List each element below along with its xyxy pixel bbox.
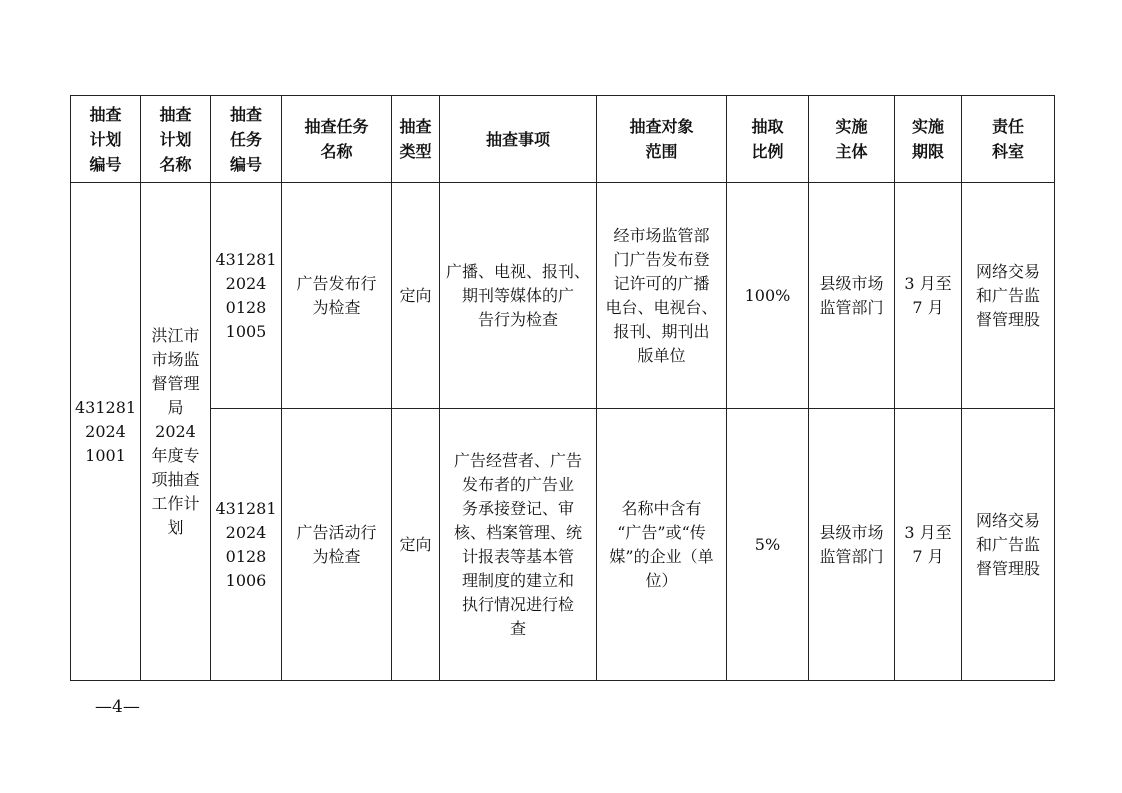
cell-line: 期刊等媒体的广 (461, 285, 574, 305)
cell-line: 抽查 (399, 117, 432, 136)
cell-line: 监管部门 (819, 546, 884, 566)
cell-line: 任务 (229, 129, 262, 149)
inspection-type-cell: 定向 (392, 183, 440, 409)
header-implementation-period (895, 96, 962, 183)
cell-line: 位） (645, 570, 678, 590)
cell-line: 网络交易 (975, 261, 1040, 281)
page-number: —4— (95, 697, 140, 717)
header-task-name (282, 96, 392, 183)
inspection-scope-cell (597, 409, 727, 681)
cell-line: 3 月至 (904, 522, 952, 542)
cell-line: 名称中含有 (621, 498, 702, 518)
inspection-plan-table (70, 95, 1055, 681)
cell-line: 抽查 (159, 104, 192, 124)
cell-line: 抽查对象 (629, 117, 694, 136)
cell-line: 实施 (911, 117, 944, 136)
header-inspection-scope (597, 96, 727, 183)
cell-line: 2024 (225, 273, 267, 293)
header-sampling-ratio (727, 96, 809, 183)
implementation-period-cell (895, 409, 962, 681)
cell-line: 经市场监管部 (613, 225, 710, 245)
cell-line: 项抽查 (151, 469, 200, 489)
cell-line: 核、档案管理、统 (453, 522, 582, 542)
implementing-subject-cell (809, 183, 895, 409)
responsible-department-cell (962, 409, 1055, 681)
cell-line: 编号 (89, 154, 122, 174)
cell-line: 广告经营者、广告 (453, 450, 582, 470)
cell-line: 抽查任务 (304, 117, 369, 136)
cell-line: 0128 (225, 297, 267, 317)
cell-line: 督管理股 (975, 558, 1040, 578)
task-number-cell (211, 183, 282, 409)
header-responsible-department (962, 96, 1055, 183)
task-name-cell (282, 409, 392, 681)
sampling-ratio-cell: 5% (727, 409, 809, 681)
cell-line: 督管理股 (975, 309, 1040, 329)
cell-line: 县级市场 (819, 273, 884, 293)
table-header-row (71, 96, 1055, 183)
cell-line: 抽取 (751, 117, 784, 136)
cell-line: 名称 (320, 142, 353, 161)
cell-line: 工作计 (151, 493, 200, 513)
inspection-scope-cell (597, 183, 727, 409)
plan-name-cell (141, 183, 211, 681)
cell-line: 比例 (751, 142, 784, 161)
cell-line: 督管理 (151, 373, 200, 393)
cell-line: 科室 (991, 142, 1024, 161)
cell-line: 范围 (645, 142, 678, 161)
cell-line: 431281 (215, 249, 277, 269)
cell-line: 洪江市 (151, 325, 200, 345)
header-inspection-items (440, 96, 597, 183)
cell-line: 和广告监 (975, 534, 1040, 554)
cell-line: 抽查 (229, 104, 262, 124)
cell-line: 计划 (159, 129, 192, 149)
cell-line: 3 月至 (904, 273, 952, 293)
cell-line: 局 2024 (155, 397, 196, 441)
inspection-items-cell (440, 183, 597, 409)
cell-line: 抽查事项 (485, 129, 550, 149)
table-row (71, 409, 1055, 681)
header-implementing-subject (809, 96, 895, 183)
cell-line: 编号 (229, 154, 262, 174)
cell-line: 431281 (215, 498, 277, 518)
implementing-subject-cell (809, 409, 895, 681)
cell-line: 媒”的企业（单 (609, 546, 714, 566)
cell-line: 版单位 (637, 345, 686, 365)
inspection-type-cell: 定向 (392, 409, 440, 681)
cell-line: 广告活动行 (296, 522, 377, 542)
cell-line: 理制度的建立和 (461, 570, 574, 590)
header-task-number (211, 96, 282, 183)
cell-line: 县级市场 (819, 522, 884, 542)
cell-line: 告行为检查 (477, 309, 558, 329)
cell-line: 网络交易 (975, 510, 1040, 530)
sampling-ratio-cell: 100% (727, 183, 809, 409)
cell-line: 1005 (225, 321, 267, 341)
cell-line: 7 月 (912, 297, 944, 317)
cell-line: 务承接登记、审 (461, 498, 574, 518)
task-number-cell (211, 409, 282, 681)
table-row (71, 183, 1055, 409)
cell-line: 广播、电视、报刊、 (445, 261, 590, 281)
header-plan-number (71, 96, 141, 183)
cell-line: 主体 (835, 142, 868, 161)
cell-line: 广告发布行 (296, 273, 377, 293)
task-name-cell (282, 183, 392, 409)
cell-line: 计报表等基本管 (461, 546, 574, 566)
cell-line: 监管部门 (819, 297, 884, 317)
responsible-department-cell (962, 183, 1055, 409)
cell-line: 431281 (75, 397, 137, 417)
cell-line: 年度专 (151, 445, 200, 465)
cell-line: 0128 (225, 546, 267, 566)
cell-line: 责任 (991, 117, 1024, 136)
cell-line: 记许可的广播 (613, 273, 710, 293)
cell-line: 类型 (399, 142, 432, 161)
cell-line: 电台、电视台、 (605, 297, 718, 317)
cell-line: 2024 (225, 522, 267, 542)
cell-line: 实施 (835, 117, 868, 136)
cell-line: 门广告发布登 (613, 249, 710, 269)
cell-line: 和广告监 (975, 285, 1040, 305)
plan-number-cell (71, 183, 141, 681)
cell-line: 1001 (85, 445, 126, 465)
cell-line: 查 (509, 618, 526, 638)
header-plan-name (141, 96, 211, 183)
cell-line: 抽查 (89, 104, 122, 124)
cell-line: 报刊、期刊出 (613, 321, 710, 341)
cell-line: 执行情况进行检 (461, 594, 574, 614)
cell-line: 2024 (85, 421, 126, 441)
cell-line: 为检查 (312, 546, 361, 566)
header-inspection-type (392, 96, 440, 183)
cell-line: 1006 (225, 570, 267, 590)
cell-line: 发布者的广告业 (461, 474, 574, 494)
cell-line: 名称 (159, 154, 192, 174)
cell-line: “广告”或“传 (617, 522, 706, 542)
cell-line: 市场监 (151, 349, 200, 369)
cell-line: 期限 (911, 142, 944, 161)
inspection-items-cell (440, 409, 597, 681)
cell-line: 划 (167, 517, 184, 537)
implementation-period-cell (895, 183, 962, 409)
cell-line: 为检查 (312, 297, 361, 317)
cell-line: 7 月 (912, 546, 944, 566)
cell-line: 计划 (89, 129, 122, 149)
